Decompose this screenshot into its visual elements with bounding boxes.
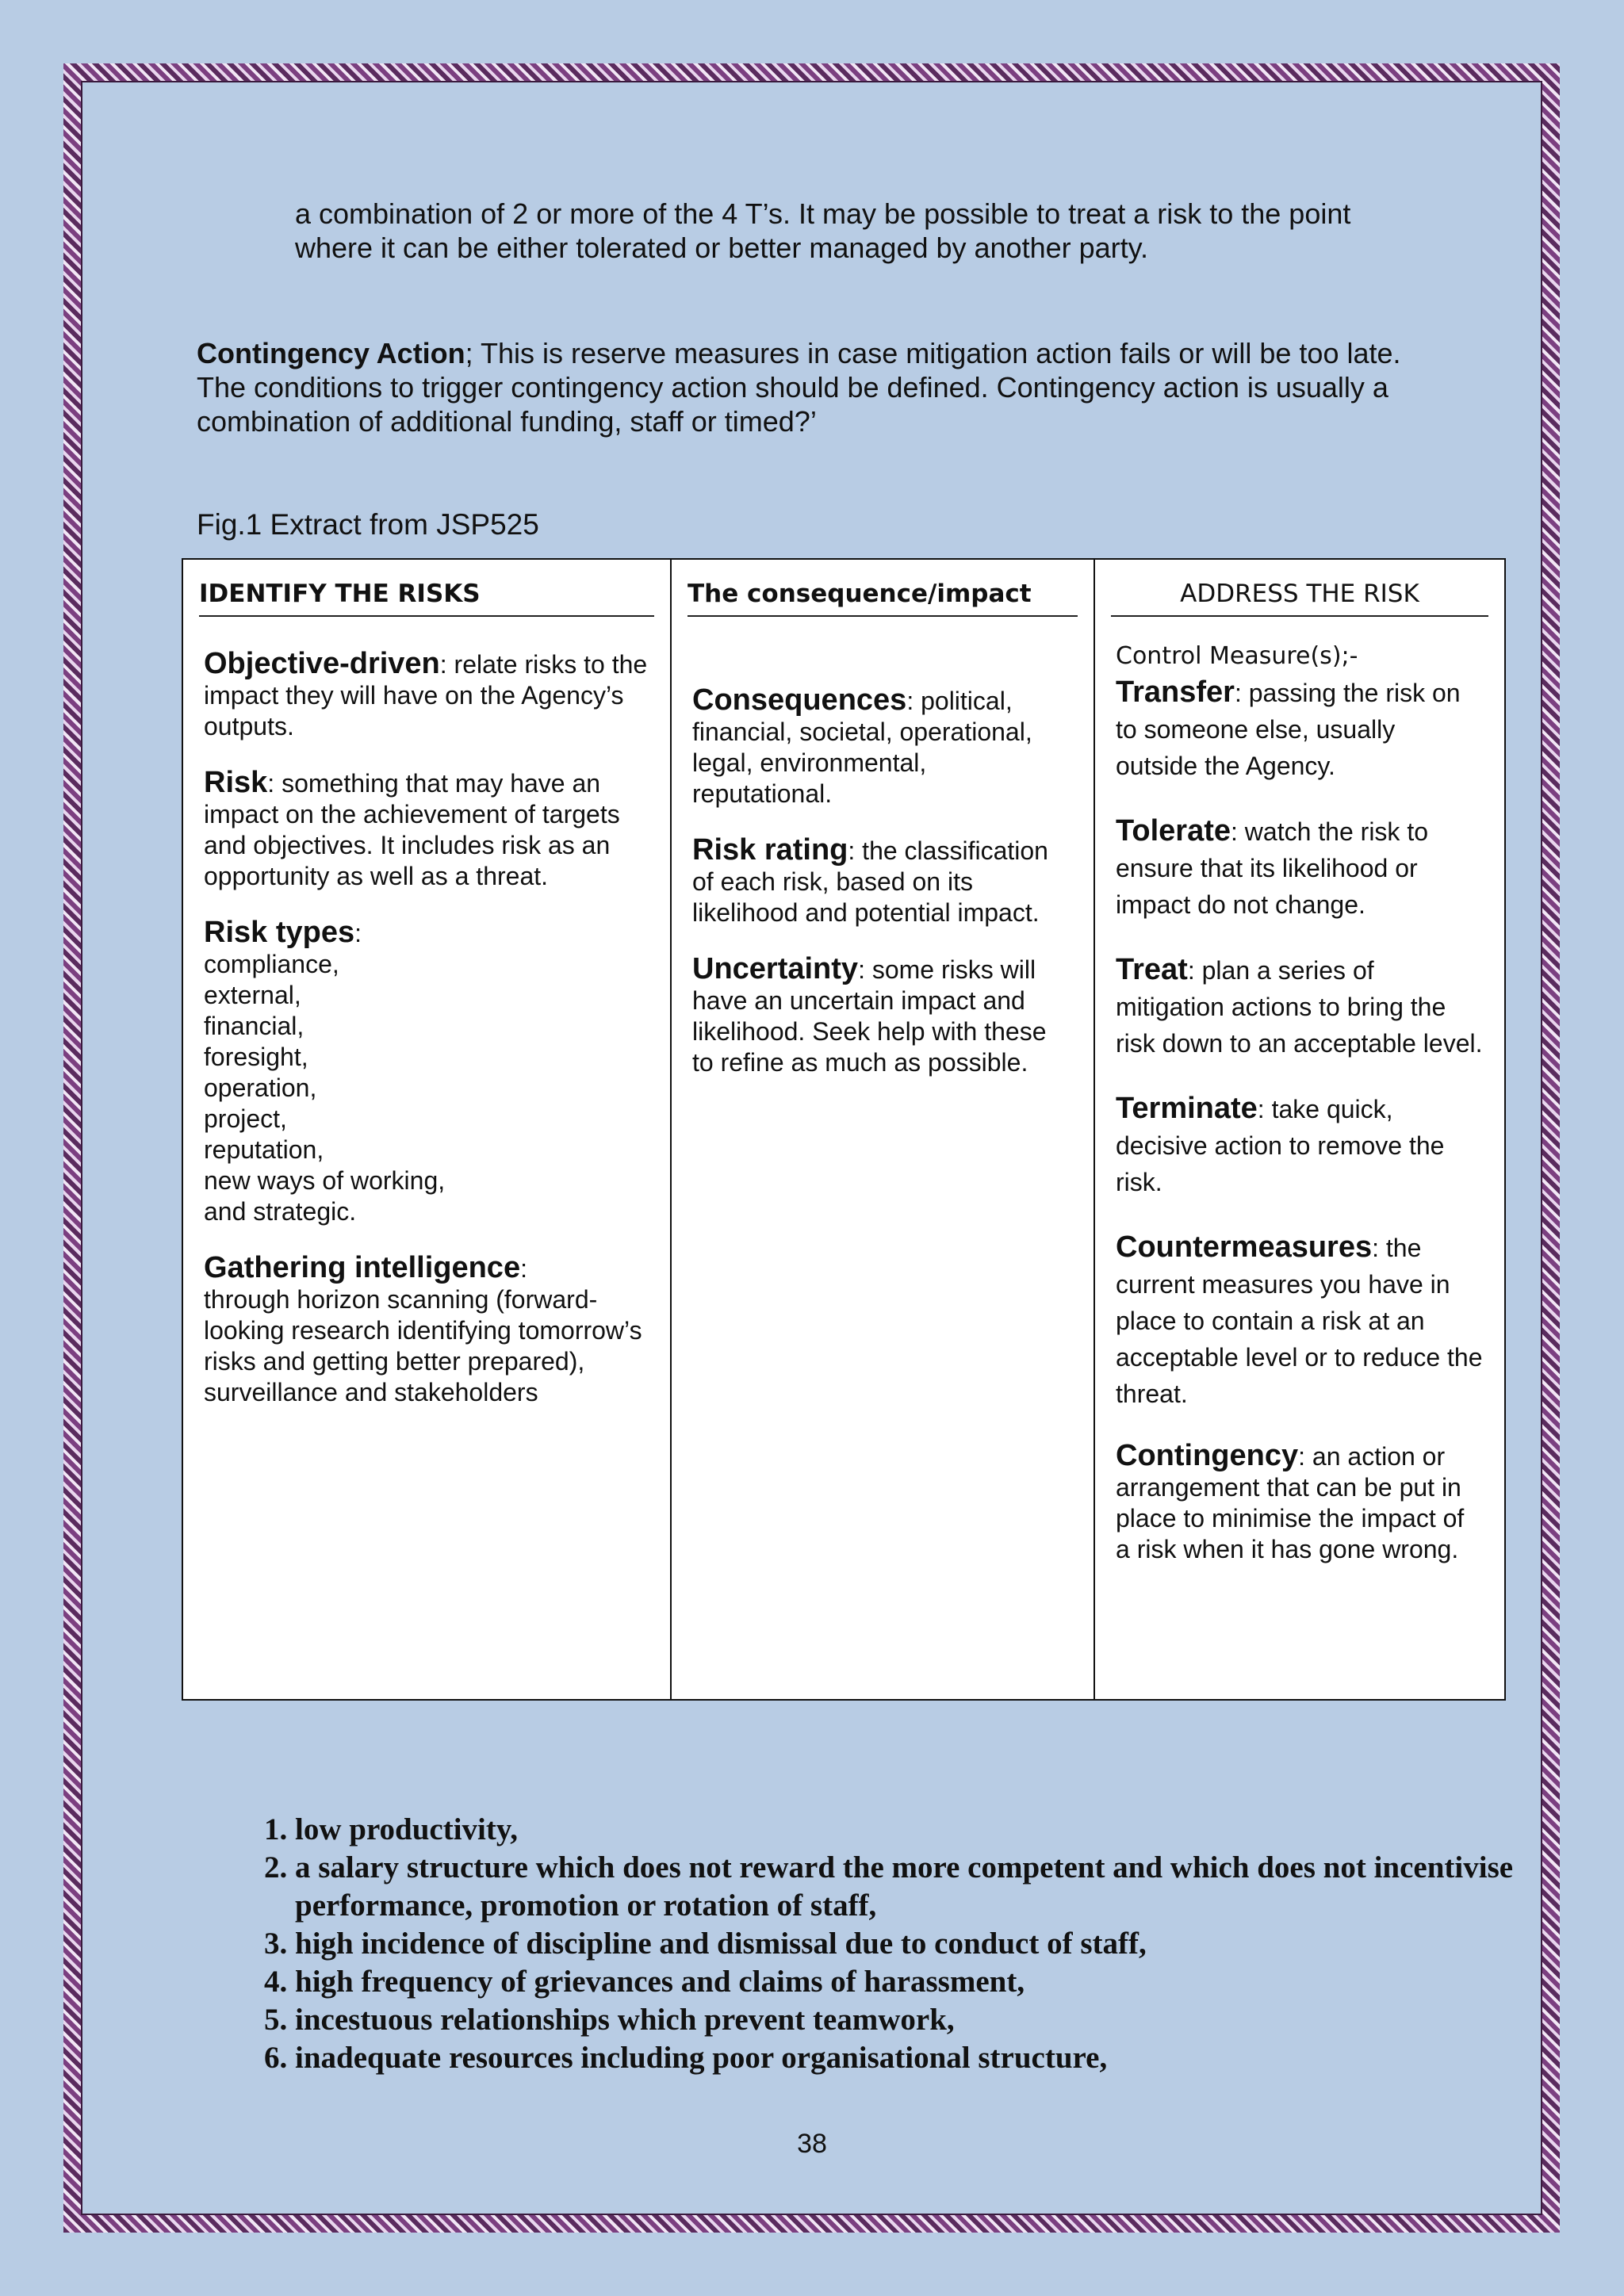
address-risk-body: [1095, 617, 1504, 1565]
measure-contingency: Contingency: an action or arrangement that can be put in place to minimise the impact of a risk when it has gone wrong.: [1116, 1439, 1465, 1563]
contingency-paragraph: [197, 336, 1426, 438]
consequence-header: The consequence/impact: [688, 572, 1078, 617]
issue-item: 4. high frequency of grievances and claims of harassment,: [295, 1963, 1548, 2001]
identify-risks-body: [183, 617, 670, 1408]
definition-risk-rating: Risk rating: the classification of each risk, based on its likelihood and potential impact.: [692, 833, 1048, 927]
measure-tolerate: Tolerate: watch the risk to ensure that its likelihood or impact do not change.: [1116, 814, 1428, 919]
definition-uncertainty: Uncertainty: some risks will have an uncertain impact and likelihood. Seek help with these to refine as much as possible.: [692, 952, 1047, 1077]
measure-transfer: Transfer: passing the risk on to someone else, usually outside the Agency.: [1116, 675, 1461, 780]
issue-item: 2. a salary structure which does not reward the more competent and which does not incentivise performance, promotion or rotation of staff,: [295, 1849, 1548, 1925]
issue-item: 1. low productivity,: [295, 1811, 1548, 1849]
contingency-text: ; This is reserve measures in case mitigation action fails or will be too late. The conditions to trigger contingency action should be defined. Contingency action is usually a combination of additional funding, staff or timed?’: [197, 337, 1401, 438]
risk-table: [182, 558, 1506, 1701]
risk-type-item: operation,: [204, 1073, 317, 1102]
risk-type-item: and strategic.: [204, 1197, 357, 1226]
identify-risks-cell: [182, 559, 671, 1700]
measure-treat: Treat: plan a series of mitigation actions to bring the risk down to an acceptable level.: [1116, 953, 1483, 1058]
issue-item: 5. incestuous relationships which prevent teamwork,: [295, 2001, 1548, 2039]
consequence-cell: [671, 559, 1094, 1700]
address-risk-cell: [1094, 559, 1505, 1700]
risk-type-item: new ways of working,: [204, 1166, 446, 1195]
identify-risks-header: IDENTIFY THE RISKS: [199, 572, 654, 617]
figure-caption: Fig.1 Extract from JSP525: [197, 508, 539, 541]
gathering-intelligence-text: through horizon scanning (forward-looking research identifying tomorrow’s risks and getting better prepared), surveillance and stakeholders: [204, 1285, 642, 1406]
risk-type-item: financial,: [204, 1012, 304, 1040]
address-risk-header: ADDRESS THE RISK: [1111, 572, 1488, 617]
definition-risk: Risk: something that may have an impact on the achievement of targets and objectives. It includes risk as an opportunity as well as a threat.: [204, 766, 620, 890]
risk-type-item: external,: [204, 981, 301, 1009]
issues-list: [230, 1811, 1548, 2077]
risk-type-item: reputation,: [204, 1135, 324, 1164]
definition-objective-driven: Objective-driven: relate risks to the impact they will have on the Agency’s outputs.: [204, 647, 648, 740]
definition-consequences: Consequences: political, financial, societal, operational, legal, environmental, reputational.: [692, 683, 1032, 808]
consequence-body: [672, 617, 1094, 1078]
risk-type-item: project,: [204, 1104, 287, 1133]
definition-risk-types: Risk types: compliance, external, financial, foresight, operation, project, reputation, new ways of working, and strategic.: [204, 917, 649, 1227]
risk-type-item: compliance,: [204, 950, 339, 978]
risk-type-item: foresight,: [204, 1043, 308, 1071]
issue-item: 3. high incidence of discipline and dismissal due to conduct of staff,: [295, 1925, 1548, 1963]
page-number: 38: [797, 2129, 827, 2159]
measure-countermeasures: Countermeasures: the current measures you have in place to contain a risk at an acceptable level or to reduce the threat.: [1116, 1230, 1483, 1408]
control-measures-label: Control Measure(s);-: [1116, 642, 1358, 670]
measure-terminate: Terminate: take quick, decisive action to remove the risk.: [1116, 1092, 1445, 1196]
issue-item: 6. inadequate resources including poor organisational structure,: [295, 2039, 1548, 2077]
definition-gathering-intelligence: Gathering intelligence: through horizon scanning (forward-looking research identifying tomorrow’s risks and getting better prepared), surveillance and stakeholders: [204, 1253, 649, 1408]
intro-paragraph: a combination of 2 or more of the 4 T’s. It may be possible to treat a risk to the point where it can be either tolerated or better managed by another party.: [295, 197, 1351, 264]
contingency-term: Contingency Action: [197, 337, 465, 369]
